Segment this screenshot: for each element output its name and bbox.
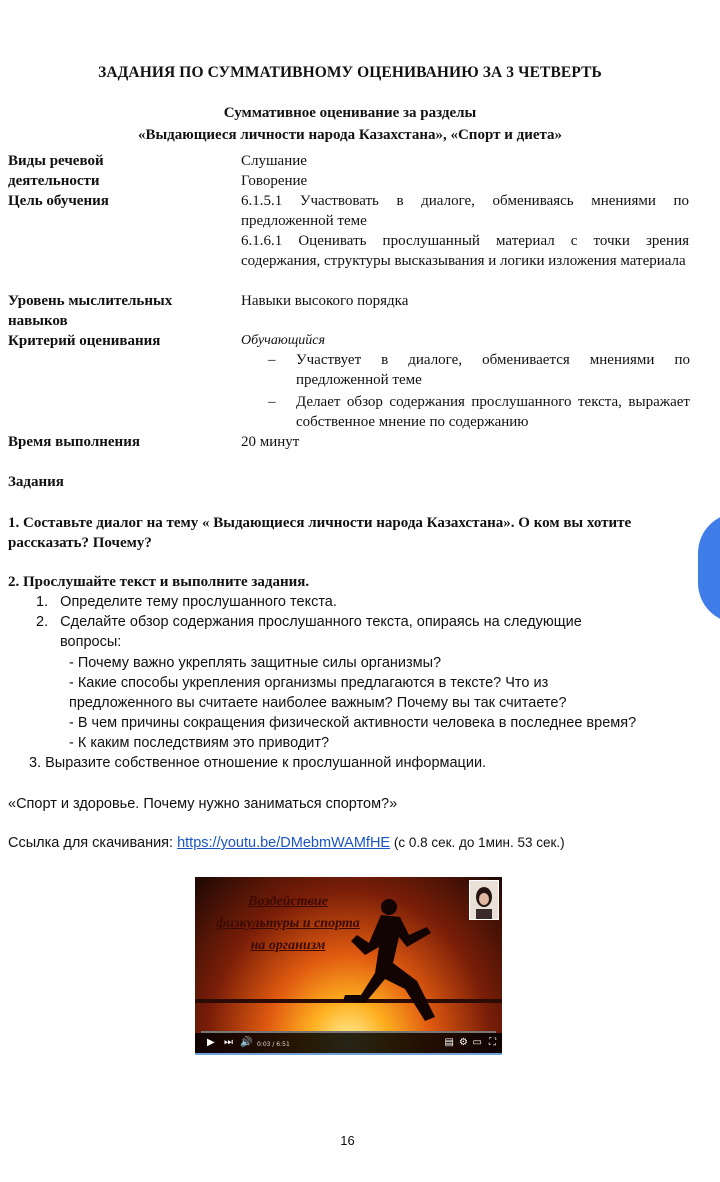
side-scroll-tab[interactable]: [698, 513, 720, 623]
presenter-thumbnail: [469, 880, 499, 920]
task-1: 1. Составьте диалог на тему « Выдающиеся личности народа Казахстана». О ком вы хотите рассказать? Почему?: [8, 515, 632, 551]
time-value: 20 минут: [241, 434, 300, 450]
youtube-link[interactable]: https://youtu.be/DMebmWAMfHE: [177, 835, 391, 851]
quote-line: «Спорт и здоровье. Почему нужно заниматься спортом?»: [8, 796, 398, 812]
bullet-dash: –: [268, 394, 276, 410]
criteria-item-2-text: Делает обзор содержания прослушанного текста, выражает собственное мнение по содержанию: [296, 394, 690, 430]
page-number: 16: [340, 1133, 355, 1148]
list-item-2-a: 2. Сделайте обзор содержания прослушанного текста, опираясь на следующие: [36, 614, 582, 630]
volume-icon[interactable]: 🔊: [240, 1037, 253, 1048]
question-1: - Почему важно укреплять защитные силы организмы?: [69, 655, 442, 671]
question-2-b: предложенного вы считаете наиболее важным? Почему вы так считаете?: [69, 695, 567, 711]
play-icon[interactable]: ▶: [207, 1037, 215, 1048]
goal-2: 6.1.6.1 Оценивать прослушанный материал с точки зрения содержания, структуры высказывания и логики изложения материала: [241, 233, 689, 269]
question-2-a: - Какие способы укрепления организмы предлагаются в тексте? Что из: [69, 675, 549, 691]
goal-label: Цель обучения: [8, 193, 109, 209]
criteria-item-2: [268, 392, 690, 432]
level-label-1: Уровень мыслительных: [8, 293, 173, 309]
list-item-1: 1. Определите тему прослушанного текста.: [36, 594, 337, 610]
list-item-2-b: вопросы:: [60, 634, 122, 650]
question-3: - В чем причины сокращения физической активности человека в последнее время?: [69, 715, 637, 731]
criteria-item-1-text: Участвует в диалоге, обменивается мнениями по предложенной теме: [296, 352, 690, 388]
criteria-item-1: [268, 350, 690, 390]
miniplayer-icon[interactable]: ▭: [472, 1037, 482, 1048]
goal-1: 6.1.5.1 Участвовать в диалоге, обмениваясь мнениями по предложенной теме: [241, 193, 689, 229]
document-title: ЗАДАНИЯ ПО СУММАТИВНОМУ ОЦЕНИВАНИЮ ЗА 3 ЧЕТВЕРТЬ: [98, 64, 602, 81]
subtitles-icon[interactable]: ▤: [444, 1037, 454, 1048]
video-player[interactable]: [195, 877, 502, 1053]
speech-label-2: деятельности: [8, 173, 100, 189]
speech-value-1: Слушание: [241, 153, 307, 169]
speech-label-1: Виды речевой: [8, 153, 104, 169]
subtitle-line-1: Суммативное оценивание за разделы: [223, 105, 477, 121]
download-line: [8, 833, 565, 853]
settings-icon[interactable]: ⚙: [459, 1037, 468, 1048]
level-label-2: навыков: [8, 313, 68, 329]
video-controls: [195, 1033, 502, 1053]
list-item-3: 3. Выразите собственное отношение к прослушанной информации.: [29, 755, 487, 771]
video-underline: [195, 1053, 502, 1055]
video-overlay-title: Воздействие физкультуры и спорта на организм: [216, 894, 360, 953]
next-icon[interactable]: ⏭: [224, 1037, 233, 1048]
time-label: Время выполнения: [8, 434, 140, 450]
speech-value-2: Говорение: [241, 173, 308, 189]
criteria-intro: Обучающийся: [241, 333, 326, 348]
fullscreen-icon[interactable]: ⛶: [489, 1037, 496, 1048]
link-label: Ссылка для скачивания:: [8, 835, 178, 851]
level-value: Навыки высокого порядка: [241, 293, 409, 309]
task-2: 2. Прослушайте текст и выполните задания.: [8, 574, 310, 590]
runner-silhouette-icon: [195, 877, 502, 1053]
bullet-dash: –: [268, 352, 276, 368]
criteria-label: Критерий оценивания: [8, 333, 161, 349]
video-time: 0:03 / 6:51: [257, 1041, 290, 1048]
subtitle-line-2: «Выдающиеся личности народа Казахстана», «Спорт и диета»: [137, 127, 563, 143]
link-suffix: (с 0.8 сек. до 1мин. 53 сек.): [390, 835, 565, 850]
question-4: - К каким последствиям это приводит?: [69, 735, 330, 751]
tasks-heading: Задания: [8, 474, 64, 490]
